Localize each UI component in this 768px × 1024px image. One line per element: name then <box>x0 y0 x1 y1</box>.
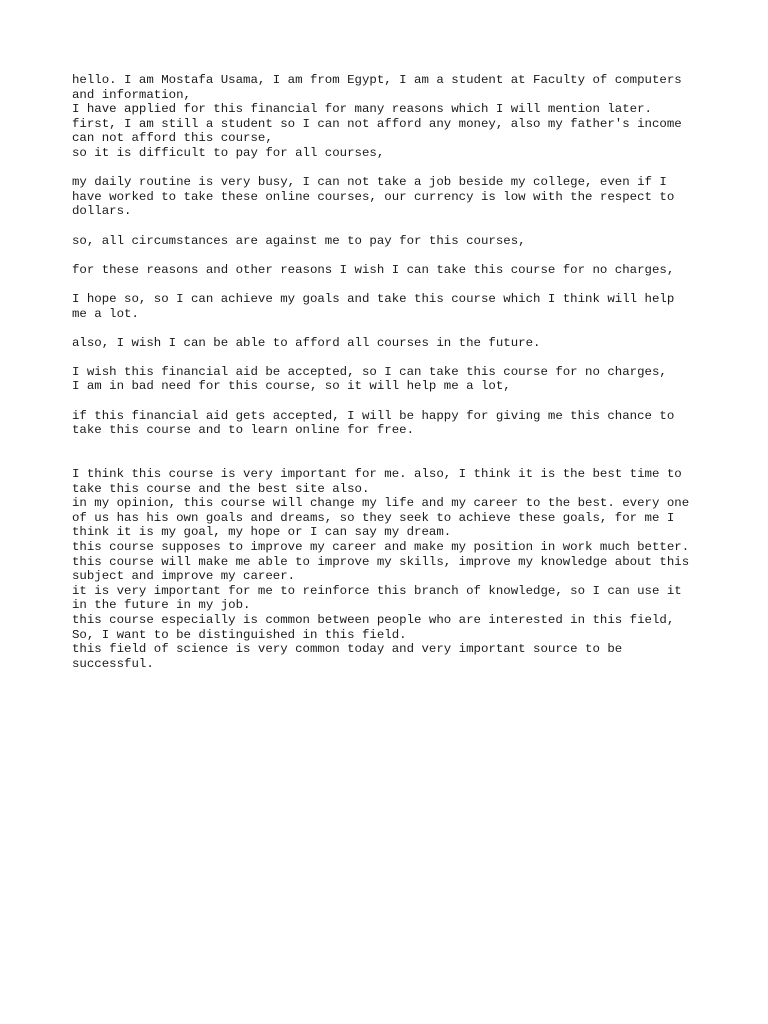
text-line: So, I want to be distinguished in this field. <box>72 627 407 642</box>
text-line: so it is difficult to pay for all courses, <box>72 145 385 160</box>
text-line: me a lot. <box>72 306 139 321</box>
blank-line <box>72 321 712 336</box>
text-line: in the future in my job. <box>72 598 251 613</box>
text-line: it is very important for me to reinforce this branch of knowledge, so I can use it <box>72 583 682 598</box>
text-line: take this course and to learn online for free. <box>72 423 415 438</box>
text-line: I have applied for this financial for many reasons which I will mention later. <box>72 102 652 117</box>
text-line: successful. <box>72 656 154 671</box>
document-body <box>72 73 712 671</box>
text-line: this course supposes to improve my career and make my position in work much better. <box>72 540 690 554</box>
text-line: first, I am still a student so I can not afford any money, also my father's income <box>72 116 682 131</box>
text-line: subject and improve my career. <box>72 569 296 584</box>
blank-line <box>72 219 712 234</box>
document-page <box>72 73 712 671</box>
text-line: I wish this financial aid be accepted, so I can take this course for no charges, <box>72 364 667 379</box>
text-line: of us has his own goals and dreams, so they seek to achieve these goals, for me I <box>72 510 675 525</box>
text-line: I am in bad need for this course, so it will help me a lot, <box>72 379 511 394</box>
text-line: I think this course is very important for me. also, I think it is the best time to <box>72 467 682 482</box>
text-line: if this financial aid gets accepted, I will be happy for giving me this chance to <box>72 408 675 423</box>
text-line: hello. I am Mostafa Usama, I am from Egypt, I am a student at Faculty of computers <box>72 73 682 87</box>
blank-line <box>72 394 712 409</box>
text-line: have worked to take these online courses, our currency is low with the respect to <box>72 189 675 204</box>
blank-line <box>72 438 712 453</box>
text-line: take this course and the best site also. <box>72 481 370 496</box>
text-line: this field of science is very common today and very important source to be <box>72 642 623 657</box>
blank-line <box>72 248 712 263</box>
text-line: and information, <box>72 87 191 102</box>
text-line: in my opinion, this course will change my life and my career to the best. every one <box>72 496 690 511</box>
blank-line <box>72 452 712 467</box>
text-line: so, all circumstances are against me to pay for this courses, <box>72 233 526 248</box>
blank-line <box>72 161 712 176</box>
text-line: think it is my goal, my hope or I can say my dream. <box>72 525 452 540</box>
text-line: I hope so, so I can achieve my goals and take this course which I think will help <box>72 291 675 306</box>
text-line: this course will make me able to improve my skills, improve my knowledge about this <box>72 554 690 569</box>
text-line: for these reasons and other reasons I wish I can take this course for no charges, <box>72 262 675 277</box>
text-line: my daily routine is very busy, I can not take a job beside my college, even if I <box>72 175 667 190</box>
blank-line <box>72 350 712 365</box>
text-line: also, I wish I can be able to afford all courses in the future. <box>72 335 541 350</box>
text-line: dollars. <box>72 204 132 219</box>
blank-line <box>72 277 712 292</box>
text-line: this course especially is common between people who are interested in this field, <box>72 612 675 627</box>
text-line: can not afford this course, <box>72 131 273 146</box>
